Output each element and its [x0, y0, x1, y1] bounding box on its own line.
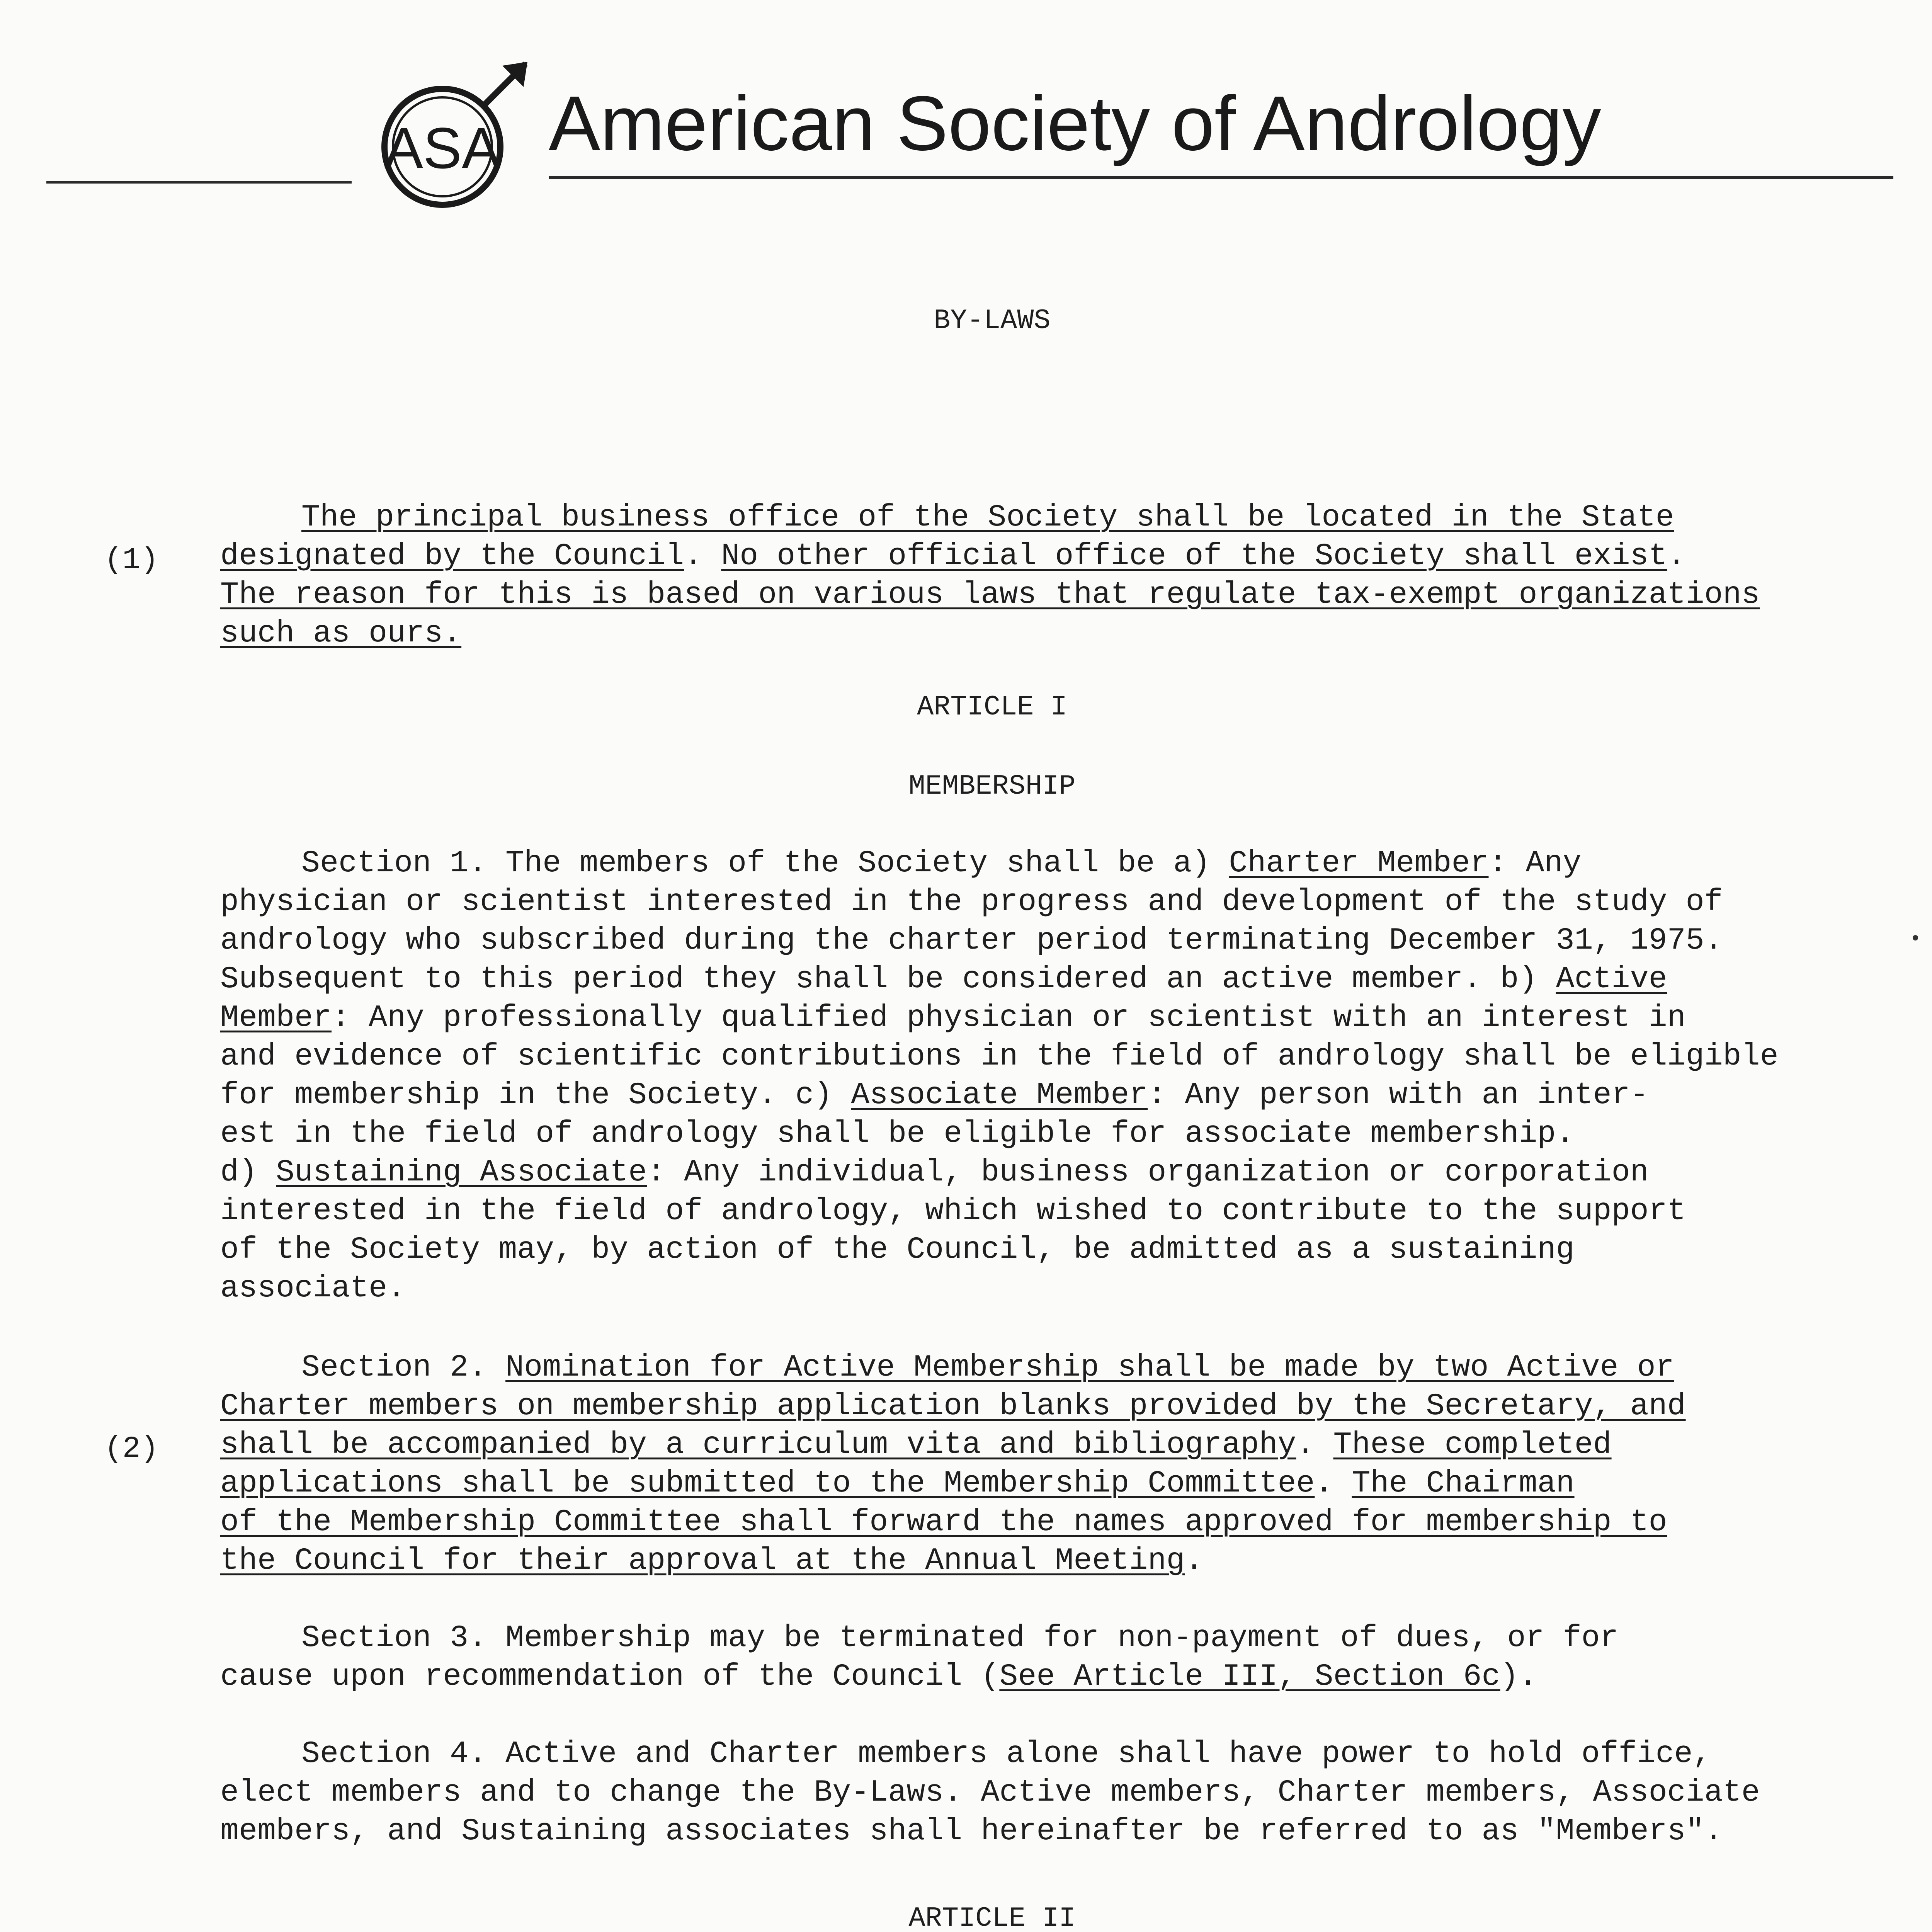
asa-logo-icon: [371, 50, 533, 216]
text-segment: andrology who subscribed during the charter period terminating December 31, 1975.: [220, 923, 1723, 958]
text-segment: .: [1296, 1427, 1333, 1463]
text-segment: : Any: [1488, 846, 1582, 881]
text-line: [220, 1153, 1649, 1192]
text-line: [220, 1076, 1649, 1115]
text-segment: Subsequent to this period they shall be considered an active member. b): [220, 962, 1556, 997]
letterhead-rule-right: [549, 176, 1893, 179]
underlined-text: the Council for their approval at the Annual Meeting: [220, 1543, 1185, 1578]
letterhead: [0, 0, 1932, 216]
margin-note-1: (1): [104, 543, 159, 577]
text-line: [301, 498, 1674, 537]
text-segment: .: [684, 539, 721, 574]
underlined-text: Charter Member: [1229, 846, 1489, 881]
text-segment: associate.: [220, 1271, 406, 1306]
text-line: [220, 1774, 1760, 1812]
text-segment: .: [1667, 539, 1686, 574]
letterhead-rule-left: [46, 181, 352, 184]
text-segment: Section 1. The members of the Society shall be a): [301, 846, 1229, 881]
underlined-text: The reason for this is based on various laws that regulate tax-exempt organizations: [220, 577, 1760, 612]
text-line: [220, 922, 1723, 960]
text-line: [220, 1231, 1575, 1269]
underlined-text: These completed: [1333, 1427, 1612, 1463]
text-segment: : Any individual, business organization or corporation: [647, 1155, 1649, 1190]
text-segment: and evidence of scientific contributions in the field of andrology shall be eligible: [220, 1039, 1779, 1074]
underlined-text: of the Membership Committee shall forward the names approved for membership to: [220, 1505, 1667, 1540]
text-segment: .: [1185, 1543, 1204, 1578]
underlined-text: The principal business office of the Society shall be located in the State: [301, 500, 1674, 535]
text-segment: est in the field of andrology shall be eligible for associate membership.: [220, 1116, 1575, 1151]
underlined-text: The Chairman: [1352, 1466, 1575, 1501]
underlined-text: shall be accompanied by a curriculum vita and bibliography: [220, 1427, 1296, 1463]
text-line: [220, 1387, 1686, 1426]
text-line: [220, 1037, 1779, 1076]
document-title: BY-LAWS: [934, 305, 1051, 337]
text-line: [220, 1115, 1575, 1153]
text-segment: members, and Sustaining associates shall hereinafter be referred to as "Members".: [220, 1814, 1723, 1849]
text-segment: cause upon recommendation of the Council (: [220, 1659, 1000, 1694]
text-line: [301, 844, 1582, 883]
text-segment: for membership in the Society. c): [220, 1078, 851, 1113]
text-line: [220, 614, 461, 653]
text-segment: interested in the field of andrology, which wished to contribute to the support: [220, 1194, 1686, 1229]
article-1-heading: ARTICLE I: [917, 691, 1067, 723]
text-line: [220, 999, 1686, 1037]
text-line: [220, 1269, 406, 1308]
text-line: [220, 1658, 1537, 1696]
text-segment: Section 4. Active and Charter members alone shall have power to hold office,: [301, 1736, 1711, 1772]
text-line: [220, 1192, 1686, 1231]
underlined-text: No other official office of the Society shall exist: [721, 539, 1667, 574]
text-line: [301, 1735, 1711, 1774]
underlined-text: See Article III, Section 6c: [999, 1659, 1500, 1694]
underlined-text: Sustaining Associate: [276, 1155, 647, 1190]
text-line: [220, 1812, 1723, 1851]
logo-text: ASA: [384, 116, 501, 180]
underlined-text: Charter members on membership application blanks provided by the Secretary, and: [220, 1389, 1686, 1424]
article-1-subheading: MEMBERSHIP: [908, 770, 1076, 802]
underlined-text: Associate Member: [851, 1078, 1148, 1113]
text-line: [220, 576, 1760, 614]
article-2-heading: ARTICLE II: [908, 1903, 1076, 1932]
text-line: [301, 1349, 1674, 1387]
margin-note-2: (2): [104, 1432, 159, 1466]
text-segment: Section 2.: [301, 1350, 506, 1385]
text-segment: : Any professionally qualified physician or scientist with an interest in: [332, 1000, 1686, 1036]
underlined-text: Active: [1556, 962, 1667, 997]
text-segment: Section 3. Membership may be terminated for non-payment of dues, or for: [301, 1621, 1619, 1656]
stray-mark: [1913, 935, 1918, 940]
text-line: [220, 537, 1686, 576]
underlined-text: designated by the Council: [220, 539, 684, 574]
text-segment: d): [220, 1155, 276, 1190]
underlined-text: such as ours.: [220, 616, 462, 651]
underlined-text: Nomination for Active Membership shall be made by two Active or: [505, 1350, 1674, 1385]
underlined-text: applications shall be submitted to the Membership Committee: [220, 1466, 1315, 1501]
text-segment: of the Society may, by action of the Council, be admitted as a sustaining: [220, 1232, 1575, 1267]
text-line: [220, 1542, 1203, 1580]
text-segment: physician or scientist interested in the progress and development of the study of: [220, 884, 1723, 920]
text-line: [220, 1426, 1612, 1464]
text-line: [220, 1464, 1575, 1503]
text-segment: ).: [1500, 1659, 1537, 1694]
text-segment: : Any person with an inter-: [1148, 1078, 1649, 1113]
organization-name: American Society of Andrology: [549, 80, 1601, 167]
text-segment: elect members and to change the By-Laws. Active members, Charter members, Associate: [220, 1775, 1760, 1810]
text-line: [220, 883, 1723, 922]
underlined-text: Member: [220, 1000, 332, 1036]
text-segment: .: [1315, 1466, 1352, 1501]
text-line: [220, 1503, 1667, 1542]
text-line: [301, 1619, 1619, 1658]
text-line: [220, 960, 1667, 999]
